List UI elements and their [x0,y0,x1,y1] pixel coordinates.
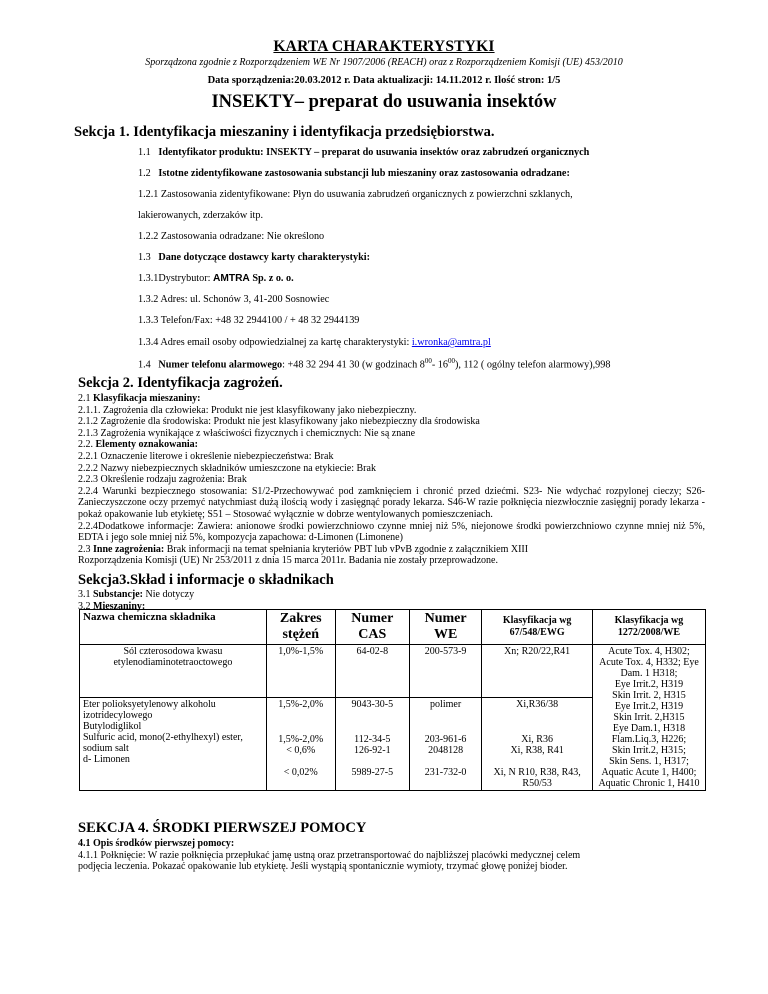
cell-we-edta: 200-573-9 [409,645,481,698]
ingredient-cas: 5989-27-5 [351,767,394,778]
col-header-name: Nazwa chemiczna składnika [80,610,267,645]
s2-2-3-bold: Inne zagrożenia: [93,543,165,555]
s2-2-3 [78,544,705,556]
alarm-phone-c: ), 112 ( ogólny telefon alarmowy),998 [454,359,611,371]
regulation-subtitle: Sporządzona zgodnie z Rozporządzeniem WE Nr 1907/2006 (REACH) oraz z Rozporządzeniem Komisji (UE) 453/2010 [145,57,623,68]
ingredient-we: 231-732-0 [424,767,467,778]
product-title: INSEKTY– preparat do usuwania insektów [211,92,557,112]
email-link[interactable]: i.wronka@amtra.pl [411,337,491,348]
company-suffix: Sp. z o. o. [249,273,294,284]
s3-3-1 [78,589,705,601]
ingredient-cas: 112-34-5 [354,734,391,745]
s1-1-2-text: Istotne zidentyfikowane zastosowania substancji lub mieszaniny oraz zastosowania odradzane: [158,168,570,179]
cell-name-edta: Sól czterosodowa kwasu etylenodiaminotetraoctowego [80,645,267,698]
s2-2-2-num: 2.2. [78,439,96,451]
s2-2-1-num: 2.1 [78,393,93,404]
cell-k67-group [482,698,593,791]
ingredient-k67: Xi,R36/38 [516,699,559,710]
table-row [80,645,706,698]
ingredient-name: Butylodiglikol [83,721,142,732]
k1272-line: Skin Sens. 1, H317; [609,756,689,767]
cell-we-group [409,698,481,791]
section2-body [78,393,705,567]
email-label: 1.3.4 Adres email osoby odpowiedzialnej za kartę charakterystyki: [138,337,412,348]
ingredient-we: 2048128 [428,745,464,756]
s1-line-1-3-2: 1.3.2 Adres: ul. Schonów 3, 41-200 Sosnowiec [138,294,330,305]
s1-line-1-3-4 [138,337,491,348]
k1272-line: Aquatic Acute 1, H400; [601,767,697,778]
k1272-line: Acute Tox. 4, H302; [608,646,690,657]
s3-3-1-num: 3.1 [78,589,93,600]
s1-line-1-1 [138,147,589,158]
s1-1-1-num: 1.1 [138,147,151,158]
col-header-67548: Klasyfikacja wg 67/548/EWG [482,610,593,645]
ingredient-we: polimer [430,699,462,710]
alarm-phone-label: Numer telefonu alarmowego [158,359,283,371]
s1-1-2-num: 1.2 [138,168,151,179]
section2-title: Sekcja 2. Identyfikacja zagrożeń. [78,375,283,391]
cell-conc-group [266,698,335,791]
k1272-line: Acute Tox. 4, H332; Eye Dam. 1 H318; [599,657,699,679]
s3-3-2-num: 3.2 [78,600,93,612]
s2-2-2 [78,439,705,451]
ingredient-k67: Xi, R38, R41 [510,745,564,756]
k1272-line: Eye Irrit.2, H319 [614,679,684,690]
ingredient-conc: < 0,6% [286,745,316,756]
s2-2-3-num: 2.3 [78,543,93,555]
k1272-line: Eye Irrit.2, H319 [614,701,684,712]
s2-2-2-3: 2.2.3 Określenie rodzaju zagrożenia: Brak [78,474,247,486]
s1-line-1-2-1a: 1.2.1 Zastosowania zidentyfikowane: Płyn do usuwania zabrudzeń organicznych z powierzchni szklanych, [138,189,573,200]
ingredient-name: Sulfuric acid, mono(2-ethylhexyl) ester, sodium salt [83,732,243,754]
cell-cas-edta: 64-02-8 [335,645,409,698]
amtra-brand: AMTRA [213,273,250,284]
ingredient-name: Eter polioksyetylenowy alkoholu izotridecylowego [83,699,216,721]
ingredient-cas: 9043-30-5 [351,699,394,710]
ingredient-k67: Xi, R36 [521,734,553,745]
s3-3-1-text: Nie dotyczy [143,589,195,600]
s1-1-4-num: 1.4 [138,359,151,371]
alarm-phone-a: : +48 32 294 41 30 (w godzinach 8 [282,359,425,371]
s3-3-2-bold: Mieszaniny: [93,600,146,612]
hour-sup-1: 00 [424,357,432,365]
s2-2-2-2: 2.2.2 Nazwy niebezpiecznych składników umieszczone na etykiecie: Brak [78,462,376,474]
cell-k67-edta: Xn; R20/22,R41 [482,645,593,698]
ingredient-k67: Xi, N R10, R38, R43, R50/53 [493,767,581,789]
s2-2-2-1: 2.2.1 Oznaczenie literowe i określenie niebezpieczeństwa: Brak [78,450,334,462]
col-header-1272: Klasyfikacja wg 1272/2008/WE [592,610,705,645]
ingredient-conc: < 0,02% [283,767,318,778]
s1-line-1-2-2: 1.2.2 Zastosowania odradzane: Nie określono [138,231,325,242]
k1272-line: Eye Dam.1, H318 [612,723,686,734]
s1-1-3-num: 1.3 [138,252,151,263]
ingredient-cas: 126-92-1 [353,745,391,756]
s2-2-2-bold: Elementy oznakowania: [95,439,198,451]
ingredient-conc: 1,5%-2,0% [278,699,324,710]
s1-line-1-4 [138,357,610,370]
distributor-label: 1.3.1Dystrybutor: [138,273,213,284]
table-header-row [80,610,706,645]
s4-4-1-1: 4.1.1 Połknięcie: W razie połknięcia przepłukać jamę ustną oraz przetransportować do najbliższej placówki medycznej celem [78,849,581,861]
s1-line-1-3 [138,252,370,263]
section4-title: SEKCJA 4. ŚRODKI PIERWSZEJ POMOCY [78,820,367,836]
hour-sup-2: 00 [447,357,455,365]
s4-4-1-bold: 4.1 Opis środków pierwszej pomocy: [78,838,235,849]
document-title: KARTA CHARAKTERYSTYKI [273,38,495,55]
cell-names-group [80,698,267,791]
k1272-line: Skin Irrit.2, H315; [612,745,686,756]
s2-2-1-2: 2.1.2 Zagrożenie dla środowiska: Produkt nie jest klasyfikowany jako niebezpieczny dla środowiska [78,416,480,428]
col-header-cas: Numer CAS [335,610,409,645]
alarm-phone-b: - 16 [431,359,448,371]
s3-3-1-bold: Substancje: [93,589,144,600]
section1-title: Sekcja 1. Identyfikacja mieszaniny i identyfikacja przedsiębiorstwa. [74,124,495,140]
ingredient-we: 203-961-6 [424,734,467,745]
k1272-line: Skin Irrit. 2,H315 [613,712,685,723]
k1272-line: Skin Irrit. 2, H315 [612,690,686,701]
s2-2-1 [78,393,705,405]
s1-line-1-2 [138,168,570,179]
s1-1-3-text: Dane dotyczące dostawcy karty charakterystyki: [158,252,371,263]
s1-line-1-3-3: 1.3.3 Telefon/Fax: +48 32 2944100 / + 48 32 2944139 [138,315,360,326]
s4-4-1-1b: podjęcia leczenia. Pokazać opakowanie lub etykietę. Jeśli wystąpią spontanicznie wymioty, trzymać głowę poniżej bioder. [78,861,568,873]
cell-k1272-all [592,645,705,791]
document-dates: Data sporządzenia:20.03.2012 r. Data aktualizacji: 14.11.2012 r. Ilość stron: 1/5 [207,75,561,86]
col-header-we: Numer WE [409,610,481,645]
k1272-line: Flam.Liq.3, H226; [611,734,687,745]
cell-conc-edta: 1,0%-1,5% [266,645,335,698]
ingredient-name: d- Limonen [83,754,130,765]
section4-body [78,838,705,873]
s1-line-1-2-1b: lakierowanych, zderzaków itp. [138,210,264,221]
s2-2-2-4: 2.2.4 Warunki bezpiecznego stosowania: S1/2-Przechowywać pod zamknięciem i chronić przed dziećmi. S23- Nie wdychać rozpylonej cieczy; S26- Zanieczyszczone oczy przemyć natychmiast dużą ilością wody i zasięgnąć porady lekarza. S46-W razie połknięcia niezwłocznie zasięgnij porady lekarza - pokaż opakowanie lub etykietę; S51 – Stosować wyłącznie w dobrze wentylowanych pomieszczeniach. [78,485,705,520]
s1-1-1-text: Identyfikator produktu: INSEKTY – preparat do usuwania insektów oraz zabrudzeń organicznych [158,147,590,158]
s2-2-1-1: 2.1.1. Zagrożenia dla człowieka: Produkt nie jest klasyfikowany jako niebezpieczny. [78,404,417,416]
s2-2-2-4-extra: 2.2.4Dodatkowe informacje: Zawiera: anionowe środki powierzchniowo czynne mniej niż 5%, niejonowe środki powierzchniowo czynne mniej niż 5%, EDTA i jego sole mniej niż 5%, kompozycja zapachowa: d-Limonen (Limonene) [78,520,705,544]
composition-table [79,609,706,791]
k1272-line: Aquatic Chronic 1, H410 [598,778,700,789]
s2-2-3-text-b: Rozporządzenia Komisji (UE) Nr 253/2011 z dnia 15 marca 2011r. Badania nie zostały przeprowadzone. [78,555,498,567]
section3-title: Sekcja3.Skład i informacje o składnikach [78,572,334,588]
col-header-conc: Zakres stężeń [266,610,335,645]
s2-2-3-text: Brak informacji na temat spełniania kryteriów PBT lub vPvB zgodnie z załącznikiem XIII [164,543,529,555]
s1-line-1-3-1 [138,273,294,284]
ingredient-conc: 1,5%-2,0% [278,734,324,745]
s2-2-1-3: 2.1.3 Zagrożenia wynikające z właściwości fizycznych i chemicznych: Nie są znane [78,427,416,439]
cell-cas-group [335,698,409,791]
s2-2-1-bold: Klasyfikacja mieszaniny: [93,393,201,404]
